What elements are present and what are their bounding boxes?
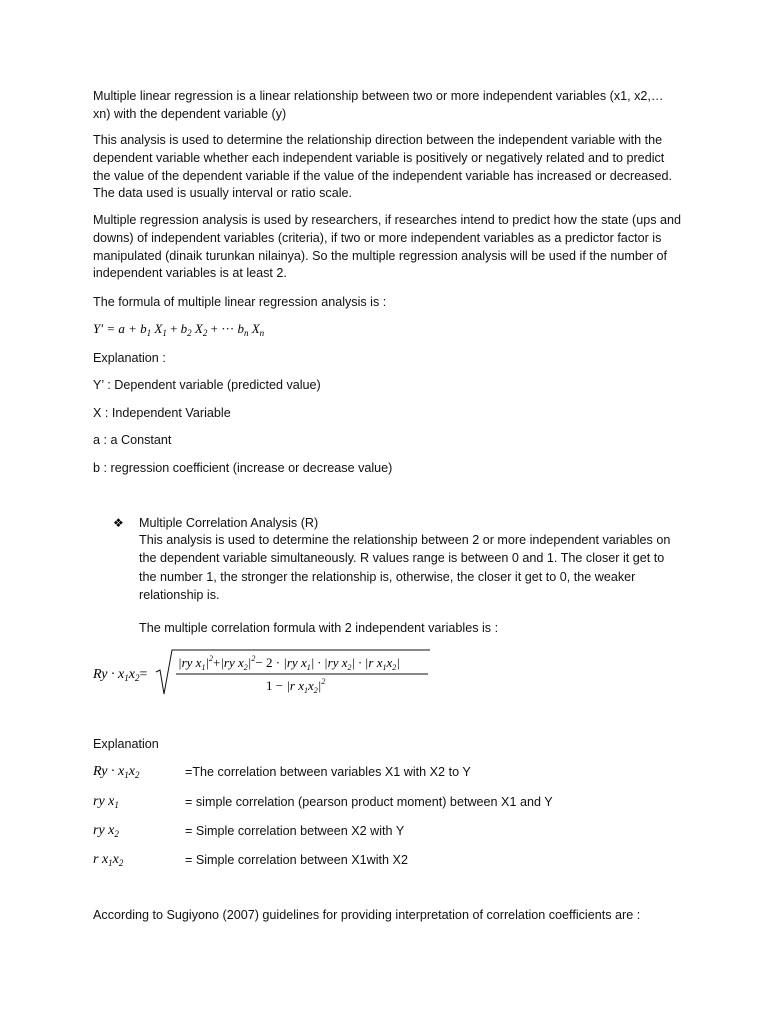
ryx1x2-symbol [93, 760, 183, 784]
svg-text:|ry x1|2+|ry x2|2− 2 · |ry x1|: |ry $x_1|^2+|ry$ $x_2|^2- 2 \cdot |ry$ $x_1| \cdot |ry$ $x_2| \cdot |r$ $x_1x_2|$ [178, 654, 400, 672]
diamond-bullet-icon: ❖ [113, 516, 124, 530]
definition-a: a : a Constant [93, 433, 172, 447]
rx1x2-symbol [93, 848, 183, 872]
ryx1-symbol [93, 790, 183, 814]
svg-text:Ry · x1x2=: $Ry \cdot x_1x_2=$ [93, 667, 148, 683]
definition-text: =The correlation between variables X1 with X2 to Y [185, 765, 471, 779]
correlation-formula-intro: The multiple correlation formula with 2 independent variables is : [139, 621, 499, 635]
definition-text: = simple correlation (pearson product moment) between X1 and Y [185, 795, 553, 809]
closing-sentence: According to Sugiyono (2007) guidelines for providing interpretation of correlation coefficients are : [93, 908, 641, 922]
intro-paragraph: Multiple linear regression is a linear relationship between two or more independent variables (x1, x2,… xn) with the dependent variable (y) [93, 89, 664, 121]
definition-text: = Simple correlation between X2 with Y [185, 824, 405, 838]
definition-y: Y’ : Dependent variable (predicted value) [93, 378, 321, 392]
svg-text:r x1x2: r $x_1x_2$ [93, 852, 124, 868]
svg-text:ry x2: ry $x_2$ [93, 823, 119, 839]
svg-text:1 − |r x1x2|2: 1 − |r $x_1x_2|^2$ [266, 677, 326, 695]
svg-text:Y′ = a + b1 X1 + b2 X2 + ··· b: $Y' = a + b_1$ $X_1 + b_2$ $X_2$ + ··· $b_n$ $X_n$ [93, 321, 265, 338]
correlation-section-title: Multiple Correlation Analysis (R) [139, 516, 319, 530]
purpose-paragraph: This analysis is used to determine the relationship direction between the independent variable with the dependent variable whether each independent variable is positively or negatively related and to predict the value of the dependent variable if the value of the independent variable has increased or decreased. The data used is usually interval or ratio scale. [93, 133, 673, 201]
svg-text:Ry · x1x2: $Ry \cdot x_1x_2$ [93, 764, 140, 780]
ryx2-symbol [93, 819, 183, 843]
svg-text:ry x1: ry $x_1$ [93, 794, 119, 810]
regression-formula [93, 318, 293, 344]
usage-paragraph: Multiple regression analysis is used by researchers, if researches intend to predict how the state (ups and downs) of independent variables (criteria), if two or more independent variables as a predictor factor is manipulated (dinaik turunkan nilainya). So the multiple regression analysis will be used if the number of independent variables is at least 2. [93, 213, 682, 281]
definition-row-ryx2 [93, 819, 683, 843]
definition-row-ryx1 [93, 790, 683, 814]
multiple-correlation-formula [90, 644, 440, 704]
definition-x: X : Independent Variable [93, 406, 231, 420]
definition-row-ryx1x2 [93, 760, 683, 784]
definition-row-rx1x2 [93, 848, 683, 872]
explanation-heading: Explanation : [93, 351, 166, 365]
explanation2-heading: Explanation [93, 737, 159, 751]
definition-text: = Simple correlation between X1with X2 [185, 853, 408, 867]
definition-b: b : regression coefficient (increase or decrease value) [93, 461, 393, 475]
formula-intro: The formula of multiple linear regression analysis is : [93, 295, 387, 309]
correlation-section-body: This analysis is used to determine the relationship between 2 or more independent variables on the dependent variable simultaneously. R values range is between 0 and 1. The closer it get to the number 1, the stronger the relationship is, otherwise, the closer it get to 0, the weaker relationship is. [139, 533, 671, 602]
